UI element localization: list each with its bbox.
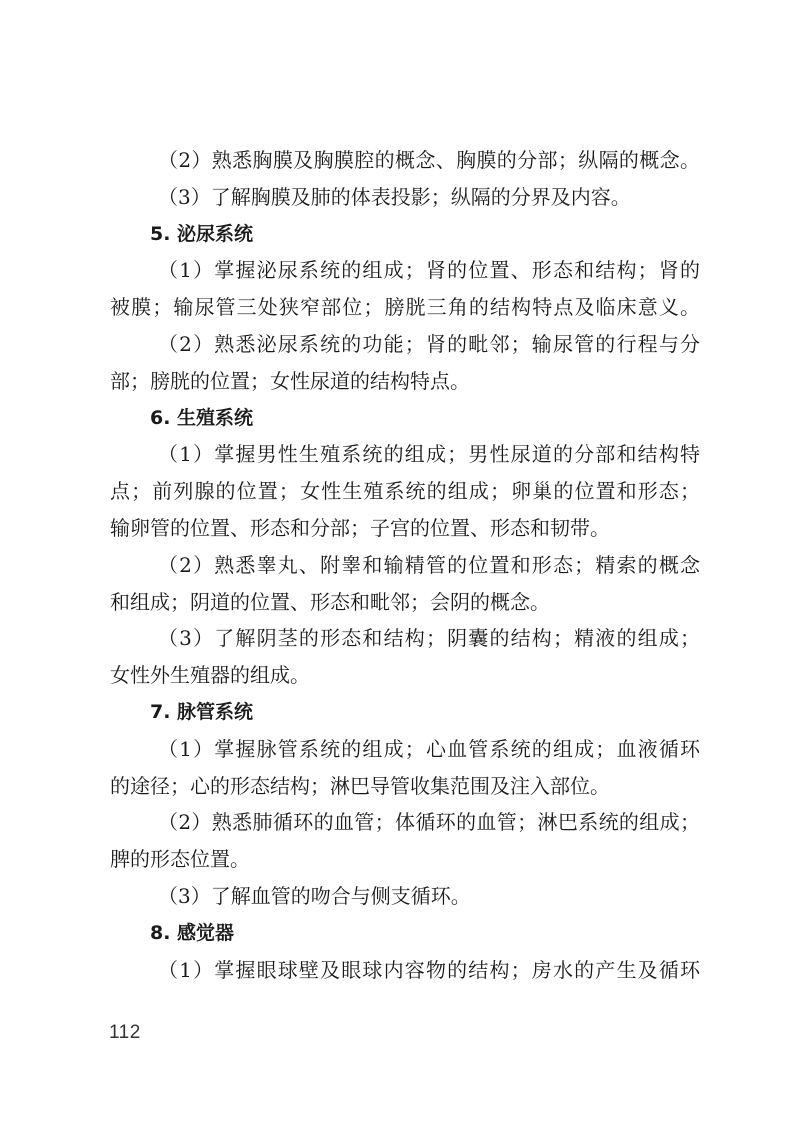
text-line: （3）了解胸膜及肺的体表投影；纵隔的分界及内容。 <box>158 184 631 209</box>
text-line: 和组成；阴道的位置、形态和毗邻；会阴的概念。 <box>110 589 550 614</box>
page-number: 112 <box>109 1022 141 1043</box>
page-content <box>110 142 700 988</box>
text-line: 的途径；心的形态结构；淋巴导管收集范围及注入部位。 <box>110 773 610 798</box>
text-line: 点；前列腺的位置；女性生殖系统的组成；卵巢的位置和形态； <box>110 479 700 504</box>
section-heading: 5. 泌尿系统 <box>150 222 254 245</box>
text-line: （1）掌握男性生殖系统的组成；男性尿道的分部和结构特 <box>158 442 700 467</box>
text-line: 部；膀胱的位置；女性尿道的结构特点。 <box>110 368 470 393</box>
text-line: （2）熟悉泌尿系统的功能；肾的毗邻；输尿管的行程与分 <box>158 331 700 356</box>
section-heading: 8. 感觉器 <box>150 921 235 944</box>
text-line: 女性外生殖器的组成。 <box>110 663 310 688</box>
text-line: （3）了解血管的吻合与侧支循环。 <box>158 883 471 908</box>
text-line: （1）掌握脉管系统的组成；心血管系统的组成；血液循环 <box>158 736 700 761</box>
text-line: 脾的形态位置。 <box>110 847 250 872</box>
section-heading: 7. 脉管系统 <box>150 700 254 723</box>
text-line: 被膜；输尿管三处狭窄部位；膀胱三角的结构特点及临床意义。 <box>110 295 700 320</box>
text-line: （2）熟悉睾丸、附睾和输精管的位置和形态；精索的概念 <box>158 552 700 577</box>
text-line: 输卵管的位置、形态和分部；子宫的位置、形态和韧带。 <box>110 515 610 540</box>
text-line: （3）了解阴茎的形态和结构；阴囊的结构；精液的组成； <box>158 626 700 651</box>
text-line: （2）熟悉肺循环的血管；体循环的血管；淋巴系统的组成； <box>158 810 700 835</box>
text-line: （1）掌握眼球壁及眼球内容物的结构；房水的产生及循环 <box>158 957 700 982</box>
text-line: （1）掌握泌尿系统的组成；肾的位置、形态和结构；肾的 <box>158 258 700 283</box>
text-line: （2）熟悉胸膜及胸膜腔的概念、胸膜的分部；纵隔的概念。 <box>158 148 700 172</box>
section-heading: 6. 生殖系统 <box>150 406 254 429</box>
